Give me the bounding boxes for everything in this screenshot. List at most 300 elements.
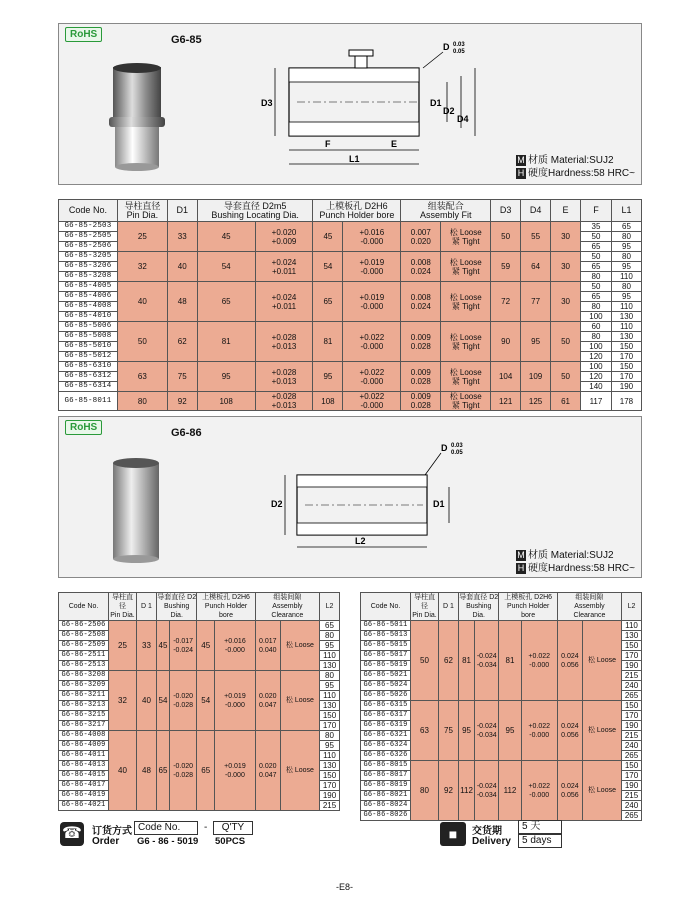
pin-dia-cell: 32 <box>117 252 167 282</box>
code-cell: G6-86-5024 <box>361 681 411 691</box>
code-cell: G6-86-4008 <box>59 731 109 741</box>
l2-cell: 110 <box>622 621 642 631</box>
punch-bore-cell: 45 <box>197 621 215 671</box>
l2-cell: 150 <box>622 641 642 651</box>
code-cell: G6-86-3208 <box>59 671 109 681</box>
l1-cell: 95 <box>611 292 641 302</box>
pin-dia-cell: 50 <box>117 322 167 362</box>
dim-l1-label: L1 <box>349 154 360 164</box>
clearance-value-cell: 0.024 0.056 <box>557 701 582 761</box>
col-d4: D4 <box>521 200 551 222</box>
dim-d2-label: D2 <box>271 499 283 509</box>
f-cell: 120 <box>581 352 612 362</box>
d2-cell: 81 <box>459 621 475 701</box>
clearance-type-cell: 松 Loose <box>280 731 319 811</box>
fit-value-cell: 0.008 0.024 <box>401 282 441 322</box>
g6-85-spec-table <box>58 199 642 411</box>
l2-cell: 95 <box>320 741 340 751</box>
hardness-key-icon: H <box>517 563 525 573</box>
col-punch-holder: 上模板孔 D2H6 Punch Holder bore <box>499 593 557 621</box>
l1-cell: 95 <box>611 262 641 272</box>
table-row <box>59 392 642 411</box>
fit-value-cell: 0.009 0.028 <box>401 392 441 411</box>
punch-bore-tolerance-cell: +0.022 -0.000 <box>521 621 557 701</box>
code-cell: G6-86-6326 <box>361 751 411 761</box>
l1-cell: 150 <box>611 342 641 352</box>
code-cell: G6-85-4008 <box>59 302 118 312</box>
punch-bore-cell: 65 <box>313 282 343 322</box>
code-cell: G6-86-6321 <box>361 731 411 741</box>
g6-86-drawing <box>257 427 497 557</box>
code-cell: G6-86-6324 <box>361 741 411 751</box>
clearance-value-cell: 0.024 0.056 <box>557 761 582 821</box>
code-cell: G6-86-2506 <box>59 621 109 631</box>
clearance-value-cell: 0.017 0.040 <box>255 621 280 671</box>
l2-cell: 110 <box>320 651 340 661</box>
dim-d4-label: D4 <box>457 114 469 124</box>
table-row <box>361 701 642 711</box>
material-info <box>516 154 635 180</box>
l2-cell: 170 <box>320 781 340 791</box>
dim-d1-label: D1 <box>430 98 442 108</box>
l1-cell: 190 <box>611 382 641 392</box>
d1-cell: 33 <box>137 621 157 671</box>
d4-cell: 95 <box>521 322 551 362</box>
hardness-text: 硬度Hardness:58 HRC~ <box>528 563 635 574</box>
clearance-value-cell: 0.020 0.047 <box>255 731 280 811</box>
l2-cell: 150 <box>622 761 642 771</box>
pin-dia-cell: 25 <box>117 222 167 252</box>
l2-cell: 130 <box>320 701 340 711</box>
l1-cell: 130 <box>611 332 641 342</box>
f-cell: 35 <box>581 222 612 232</box>
d3-cell: 72 <box>491 282 521 322</box>
d2-cell: 65 <box>197 282 255 322</box>
punch-bore-tolerance-cell: +0.019 -0.000 <box>343 252 401 282</box>
l2-cell: 240 <box>622 801 642 811</box>
product-panel-g6-85 <box>58 23 642 185</box>
table-row <box>59 671 340 681</box>
col-f: F <box>581 200 612 222</box>
col-l2: L2 <box>320 593 340 621</box>
d3-cell: 90 <box>491 322 521 362</box>
e-cell: 30 <box>551 252 581 282</box>
code-cell: G6-85-8011 <box>59 392 118 411</box>
bushing-photo <box>105 62 175 172</box>
material-text: 材质 Material:SUJ2 <box>528 550 614 561</box>
delivery-label-en: Delivery <box>472 836 511 847</box>
table-row <box>361 761 642 771</box>
fit-type-cell: 松 Loose 紧 Tight <box>441 282 491 322</box>
material-key-icon: M <box>517 155 525 165</box>
col-punch-holder: 上模板孔 D2H6 Punch Holder bore <box>313 200 401 222</box>
fit-type-cell: 松 Loose 紧 Tight <box>441 222 491 252</box>
l1-cell: 130 <box>611 312 641 322</box>
d2-tolerance-cell: +0.020 +0.009 <box>255 222 313 252</box>
code-cell: G6-86-8021 <box>361 791 411 801</box>
l2-cell: 80 <box>320 631 340 641</box>
d2-tolerance-cell: -0.024 -0.034 <box>475 701 499 761</box>
code-cell: G6-86-8015 <box>361 761 411 771</box>
l2-cell: 130 <box>622 631 642 641</box>
l2-cell: 95 <box>320 681 340 691</box>
punch-bore-tolerance-cell: +0.022 -0.000 <box>521 701 557 761</box>
code-cell: G6-86-6319 <box>361 721 411 731</box>
fit-type-cell: 松 Loose 紧 Tight <box>441 392 491 411</box>
col-d1: D 1 <box>439 593 459 621</box>
d2-cell: 95 <box>459 701 475 761</box>
code-cell: G6-86-5021 <box>361 671 411 681</box>
fit-value-cell: 0.009 0.028 <box>401 322 441 362</box>
tol-bot: 0.05 <box>451 450 463 456</box>
table-row <box>59 621 340 631</box>
punch-bore-cell: 54 <box>197 671 215 731</box>
clearance-type-cell: 松 Loose <box>280 621 319 671</box>
code-cell: G6-86-5013 <box>361 631 411 641</box>
code-cell: G6-86-4017 <box>59 781 109 791</box>
e-cell: 30 <box>551 282 581 322</box>
pin-dia-cell: 80 <box>411 761 439 821</box>
rohs-badge: RoHS <box>65 27 102 42</box>
f-cell: 60 <box>581 322 612 332</box>
clearance-type-cell: 松 Loose <box>280 671 319 731</box>
material-info <box>516 549 635 575</box>
dim-d-label: D <box>443 42 450 52</box>
delivery-section <box>440 820 640 854</box>
f-cell: 140 <box>581 382 612 392</box>
f-cell: 65 <box>581 292 612 302</box>
l2-cell: 190 <box>622 781 642 791</box>
code-cell: G6-85-5008 <box>59 332 118 342</box>
l2-cell: 80 <box>320 731 340 741</box>
col-d1: D 1 <box>137 593 157 621</box>
code-cell: G6-85-3208 <box>59 272 118 282</box>
l2-cell: 265 <box>622 691 642 701</box>
code-cell: G6-85-6314 <box>59 382 118 392</box>
code-cell: G6-86-4015 <box>59 771 109 781</box>
punch-bore-tolerance-cell: +0.022 -0.000 <box>343 322 401 362</box>
l1-cell: 95 <box>611 242 641 252</box>
dim-d-label: D <box>441 443 448 453</box>
order-dash: - <box>204 822 208 833</box>
col-l1: L1 <box>611 200 641 222</box>
code-cell: G6-86-4019 <box>59 791 109 801</box>
code-cell: G6-86-5019 <box>361 661 411 671</box>
d3-cell: 104 <box>491 362 521 392</box>
code-cell: G6-85-2503 <box>59 222 118 232</box>
order-code-box: Code No. <box>134 821 198 835</box>
punch-bore-cell: 81 <box>313 322 343 362</box>
code-cell: G6-86-4013 <box>59 761 109 771</box>
clearance-type-cell: 松 Loose <box>582 621 621 701</box>
f-cell: 80 <box>581 272 612 282</box>
product-panel-g6-86 <box>58 416 642 578</box>
code-cell: G6-86-5017 <box>361 651 411 661</box>
table-row <box>59 252 642 262</box>
g6-86-spec-table-left <box>58 592 340 811</box>
punch-bore-cell: 45 <box>313 222 343 252</box>
l2-cell: 215 <box>622 791 642 801</box>
f-cell: 50 <box>581 232 612 242</box>
d1-cell: 62 <box>167 322 197 362</box>
fit-value-cell: 0.008 0.024 <box>401 252 441 282</box>
d3-cell: 121 <box>491 392 521 411</box>
punch-bore-cell: 81 <box>499 621 521 701</box>
l2-cell: 215 <box>622 671 642 681</box>
d4-cell: 109 <box>521 362 551 392</box>
d2-cell: 108 <box>197 392 255 411</box>
e-cell: 50 <box>551 362 581 392</box>
pin-dia-cell: 40 <box>109 731 137 811</box>
bushing-photo <box>107 457 167 567</box>
code-cell: G6-86-5026 <box>361 691 411 701</box>
page-number: -E8- <box>336 882 354 892</box>
l1-cell: 80 <box>611 252 641 262</box>
f-cell: 100 <box>581 342 612 352</box>
d1-cell: 33 <box>167 222 197 252</box>
pin-dia-cell: 25 <box>109 621 137 671</box>
pin-dia-cell: 80 <box>117 392 167 411</box>
l2-cell: 150 <box>320 771 340 781</box>
code-cell: G6-86-8019 <box>361 781 411 791</box>
l2-cell: 95 <box>320 641 340 651</box>
col-e: E <box>551 200 581 222</box>
order-qty: 50PCS <box>215 836 246 847</box>
l2-cell: 80 <box>320 671 340 681</box>
delivery-label-cn: 交货期 <box>472 826 502 837</box>
code-cell: G6-86-4021 <box>59 801 109 811</box>
l2-cell: 65 <box>320 621 340 631</box>
d1-cell: 75 <box>439 701 459 761</box>
l2-cell: 130 <box>320 761 340 771</box>
d1-cell: 92 <box>439 761 459 821</box>
f-cell: 117 <box>581 392 612 411</box>
code-cell: G6-85-5012 <box>59 352 118 362</box>
pin-dia-cell: 32 <box>109 671 137 731</box>
col-pin: 导柱直径 Pin Dia. <box>117 200 167 222</box>
col-fit: 组装配合 Assembly Fit <box>401 200 491 222</box>
d2-cell: 45 <box>197 222 255 252</box>
clearance-value-cell: 0.020 0.047 <box>255 671 280 731</box>
punch-bore-tolerance-cell: +0.022 -0.000 <box>343 362 401 392</box>
code-cell: G6-86-3217 <box>59 721 109 731</box>
l1-cell: 170 <box>611 352 641 362</box>
table-row <box>59 362 642 372</box>
d3-cell: 50 <box>491 222 521 252</box>
l1-cell: 170 <box>611 372 641 382</box>
e-cell: 30 <box>551 222 581 252</box>
code-cell: G6-85-5006 <box>59 322 118 332</box>
code-cell: G6-85-3205 <box>59 252 118 262</box>
punch-bore-tolerance-cell: +0.016 -0.000 <box>215 621 256 671</box>
table-row <box>361 621 642 631</box>
tol-top: 0.03 <box>453 42 465 48</box>
fit-type-cell: 松 Loose 紧 Tight <box>441 252 491 282</box>
code-cell: G6-85-4005 <box>59 282 118 292</box>
d2-cell: 95 <box>197 362 255 392</box>
d4-cell: 55 <box>521 222 551 252</box>
pin-dia-cell: 63 <box>411 701 439 761</box>
delivery-days-cn: 5 天 <box>518 820 562 834</box>
l2-cell: 190 <box>622 721 642 731</box>
rohs-badge: RoHS <box>65 420 102 435</box>
f-cell: 80 <box>581 302 612 312</box>
code-cell: G6-85-6310 <box>59 362 118 372</box>
code-cell: G6-85-5010 <box>59 342 118 352</box>
d2-tolerance-cell: +0.024 +0.011 <box>255 252 313 282</box>
code-cell: G6-86-4011 <box>59 751 109 761</box>
col-pin: 导柱直径 Pin Dia. <box>110 594 135 619</box>
f-cell: 50 <box>581 252 612 262</box>
code-cell: G6-85-6312 <box>59 372 118 382</box>
col-d2: 导套直径 D2m5 Bushing Locating Dia. <box>197 200 313 222</box>
l2-cell: 150 <box>320 711 340 721</box>
code-cell: G6-86-5015 <box>361 641 411 651</box>
d2-tolerance-cell: +0.028 +0.013 <box>255 392 313 411</box>
d2-tolerance-cell: -0.020 -0.028 <box>169 731 196 811</box>
col-clearance: 组装间隙 Assembly Clearance <box>557 593 621 621</box>
code-cell: G6-86-8026 <box>361 811 411 821</box>
fit-type-cell: 松 Loose 紧 Tight <box>441 362 491 392</box>
l2-cell: 170 <box>320 721 340 731</box>
g6-86-spec-table-right <box>360 592 642 821</box>
dim-f-label: F <box>325 139 331 149</box>
code-cell: G6-86-6317 <box>361 711 411 721</box>
tol-bot: 0.05 <box>453 49 465 55</box>
col-code: Code No. <box>361 593 411 621</box>
pin-dia-cell: 40 <box>117 282 167 322</box>
clearance-value-cell: 0.024 0.056 <box>557 621 582 701</box>
f-cell: 100 <box>581 312 612 322</box>
e-cell: 50 <box>551 322 581 362</box>
l2-cell: 110 <box>320 751 340 761</box>
f-cell: 50 <box>581 282 612 292</box>
code-cell: G6-86-8024 <box>361 801 411 811</box>
code-cell: G6-86-3213 <box>59 701 109 711</box>
product-title: G6-85 <box>171 34 202 46</box>
col-d2: 导套直径 D2 Bushing Dia. <box>157 594 197 619</box>
punch-bore-tolerance-cell: +0.019 -0.000 <box>215 671 256 731</box>
clearance-type-cell: 松 Loose <box>582 761 621 821</box>
pin-dia-cell: 63 <box>117 362 167 392</box>
code-cell: G6-85-4010 <box>59 312 118 322</box>
code-cell: G6-86-6315 <box>361 701 411 711</box>
d2-cell: 112 <box>459 761 475 821</box>
dim-l2-label: L2 <box>355 536 366 546</box>
l2-cell: 240 <box>622 681 642 691</box>
dim-d3-label: D3 <box>261 98 273 108</box>
punch-bore-tolerance-cell: +0.016 -0.000 <box>343 222 401 252</box>
punch-bore-tolerance-cell: +0.022 -0.000 <box>343 392 401 411</box>
punch-bore-tolerance-cell: +0.019 -0.000 <box>343 282 401 322</box>
code-cell: G6-86-8017 <box>361 771 411 781</box>
phone-icon: ☎ <box>60 822 84 846</box>
l1-cell: 178 <box>611 392 641 411</box>
d2-tolerance-cell: -0.024 -0.034 <box>475 621 499 701</box>
f-cell: 100 <box>581 362 612 372</box>
l2-cell: 170 <box>622 771 642 781</box>
code-cell: G6-86-3209 <box>59 681 109 691</box>
dim-d1-label: D1 <box>433 499 445 509</box>
col-d2: 导套直径 D2 Bushing Dia. <box>459 594 499 619</box>
l2-cell: 170 <box>622 651 642 661</box>
d1-cell: 48 <box>137 731 157 811</box>
punch-bore-cell: 65 <box>197 731 215 811</box>
g6-85-drawing <box>257 32 497 172</box>
d1-cell: 75 <box>167 362 197 392</box>
punch-bore-tolerance-cell: +0.022 -0.000 <box>521 761 557 821</box>
l2-cell: 240 <box>622 741 642 751</box>
code-cell: G6-86-2511 <box>59 651 109 661</box>
pin-dia-cell: 50 <box>411 621 439 701</box>
d2-tolerance-cell: -0.024 -0.034 <box>475 761 499 821</box>
l2-cell: 110 <box>320 691 340 701</box>
punch-bore-cell: 54 <box>313 252 343 282</box>
l2-cell: 150 <box>622 701 642 711</box>
d2-tolerance-cell: +0.028 +0.013 <box>255 362 313 392</box>
d4-cell: 77 <box>521 282 551 322</box>
delivery-days-en: 5 days <box>518 834 562 848</box>
table-row <box>59 731 340 741</box>
d2-tolerance-cell: -0.017 -0.024 <box>169 621 196 671</box>
d2-tolerance-cell: +0.024 +0.011 <box>255 282 313 322</box>
col-pin: 导柱直径 Pin Dia. <box>412 594 437 619</box>
clearance-type-cell: 松 Loose <box>582 701 621 761</box>
d2-tolerance-cell: -0.020 -0.028 <box>169 671 196 731</box>
d2-cell: 54 <box>157 671 170 731</box>
punch-bore-cell: 108 <box>313 392 343 411</box>
d1-cell: 40 <box>137 671 157 731</box>
d2-cell: 81 <box>197 322 255 362</box>
punch-bore-cell: 95 <box>313 362 343 392</box>
punch-bore-cell: 95 <box>499 701 521 761</box>
l2-cell: 190 <box>320 791 340 801</box>
e-cell: 61 <box>551 392 581 411</box>
order-label-cn: 订货方式 <box>92 826 132 837</box>
code-cell: G6-86-4009 <box>59 741 109 751</box>
d4-cell: 125 <box>521 392 551 411</box>
code-cell: G6-85-2506 <box>59 242 118 252</box>
d1-cell: 40 <box>167 252 197 282</box>
col-d1: D1 <box>167 200 197 222</box>
l2-cell: 265 <box>622 811 642 821</box>
d2-cell: 54 <box>197 252 255 282</box>
table-row <box>59 282 642 292</box>
table-row <box>59 222 642 232</box>
code-cell: G6-86-2508 <box>59 631 109 641</box>
dim-d2-label: D2 <box>443 106 455 116</box>
d2-cell: 45 <box>157 621 170 671</box>
d1-cell: 48 <box>167 282 197 322</box>
f-cell: 80 <box>581 332 612 342</box>
l1-cell: 80 <box>611 232 641 242</box>
punch-bore-cell: 112 <box>499 761 521 821</box>
tol-top: 0.03 <box>451 443 463 449</box>
product-title: G6-86 <box>171 427 202 439</box>
material-key-icon: M <box>517 550 525 560</box>
code-cell: G6-86-2509 <box>59 641 109 651</box>
l2-cell: 170 <box>622 711 642 721</box>
col-d3: D3 <box>491 200 521 222</box>
fit-type-cell: 松 Loose 紧 Tight <box>441 322 491 362</box>
col-l2: L2 <box>622 593 642 621</box>
f-cell: 65 <box>581 242 612 252</box>
col-punch-holder: 上模板孔 D2H6 Punch Holder bore <box>197 593 255 621</box>
truck-icon: ■ <box>440 822 466 846</box>
order-section <box>60 820 360 854</box>
code-cell: G6-86-2513 <box>59 661 109 671</box>
order-code: G6 - 86 - 5019 <box>137 836 199 847</box>
